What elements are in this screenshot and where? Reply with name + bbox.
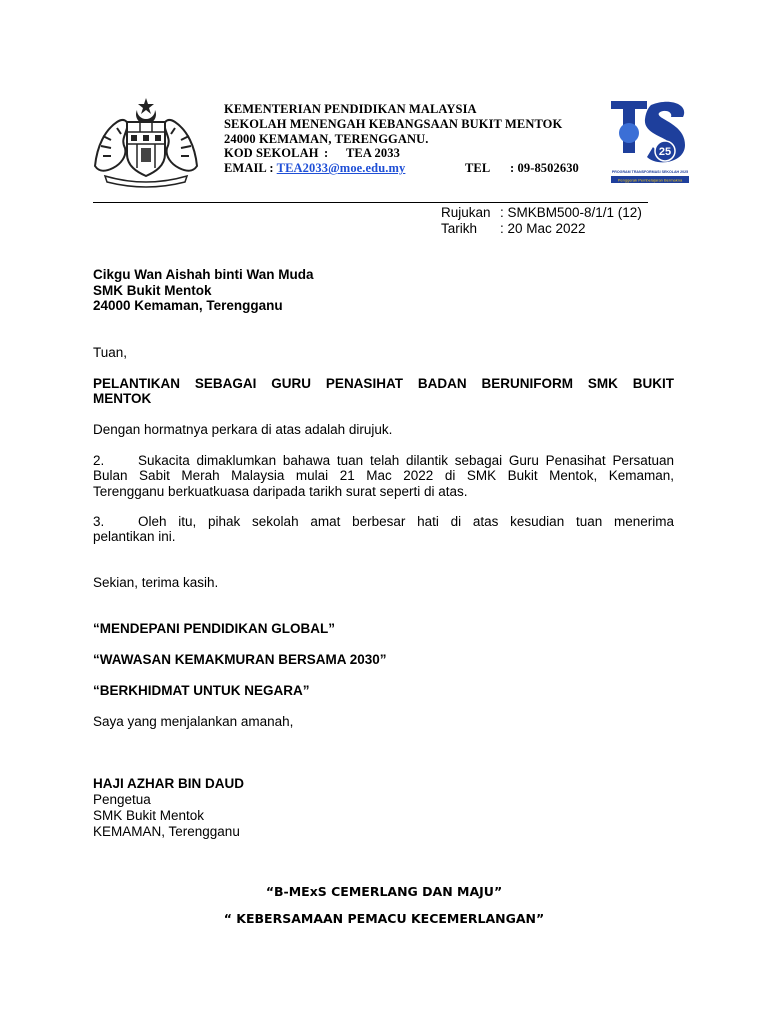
motto-2: “WAWASAN KEMAKMURAN BERSAMA 2030”	[93, 652, 387, 667]
school-code-value: TEA 2033	[346, 146, 400, 161]
subject-line-2: MENTOK	[93, 391, 152, 407]
signatory-block	[93, 776, 674, 840]
opening-line: Dengan hormatnya perkara di atas adalah dirujuk.	[93, 422, 393, 437]
header-divider	[93, 202, 648, 203]
signatory-title: Pengetua	[93, 791, 151, 807]
school-code-label: KOD SEKOLAH	[224, 146, 319, 161]
paragraph-2	[93, 453, 674, 499]
paragraph-3-number: 3.	[93, 514, 105, 529]
tel-label: TEL	[465, 161, 491, 176]
email-link[interactable]: TEA2033@moe.edu.my	[276, 161, 406, 176]
tel-value: : 09-8502630	[510, 161, 579, 176]
contact-row	[224, 161, 579, 176]
rujukan-label: Rujukan	[441, 205, 491, 220]
paragraph-3-line-2: pelantikan ini.	[93, 529, 176, 545]
paragraph-2-line-3: Terengganu berkuatkuasa daripada tarikh surat seperti di atas.	[93, 483, 468, 499]
reference-block	[441, 205, 642, 236]
motto-1: “MENDEPANI PENDIDIKAN GLOBAL”	[93, 621, 336, 636]
motto-3: “BERKHIDMAT UNTUK NEGARA”	[93, 683, 310, 698]
subject-line-1: PELANTIKAN SEBAGAI GURU PENASIHAT BADAN BERUNIFORM SMK BUKIT	[93, 376, 674, 391]
malaysia-crest-icon	[91, 96, 201, 188]
school-code-row	[224, 146, 562, 161]
signatory-location: KEMAMAN, Terengganu	[93, 823, 240, 839]
recipient-school: SMK Bukit Mentok	[93, 282, 212, 298]
paragraph-3-line-1: Oleh itu, pihak sekolah amat berbesar hati di atas kesudian tuan menerima	[138, 514, 674, 529]
recipient-name: Cikgu Wan Aishah binti Wan Muda	[93, 267, 314, 282]
ts25-logo-icon	[609, 99, 691, 185]
tarikh-label: Tarikh	[441, 220, 478, 236]
paragraph-2-number: 2.	[93, 453, 105, 468]
tarikh-value: : 20 Mac 2022	[500, 220, 586, 236]
school-address: 24000 KEMAMAN, TERENGGANU.	[224, 131, 429, 146]
logo-tagline: Penggerak Pembelajaran Bermakna	[617, 177, 683, 183]
paragraph-2-line-1: Sukacita dimaklumkan bahawa tuan telah dilantik sebagai Guru Penasihat Persatuan	[138, 453, 674, 468]
amanah-line: Saya yang menjalankan amanah,	[93, 714, 294, 729]
signatory-name: HAJI AZHAR BIN DAUD	[93, 776, 244, 791]
recipient-block	[93, 267, 674, 314]
subject	[93, 376, 674, 407]
signatory-school: SMK Bukit Mentok	[93, 807, 205, 823]
logo-number: 25	[658, 146, 672, 158]
school-name: SEKOLAH MENENGAH KEBANGSAAN BUKIT MENTOK	[224, 116, 563, 131]
email-label: EMAIL :	[224, 161, 274, 176]
recipient-address: 24000 Kemaman, Terengganu	[93, 298, 283, 314]
closing-line: Sekian, terima kasih.	[93, 575, 219, 590]
footer-motto-2: “ KEBERSAMAAN PEMACU KECEMERLANGAN”	[223, 911, 545, 926]
school-code-separator: :	[324, 146, 329, 161]
ministry-name: KEMENTERIAN PENDIDIKAN MALAYSIA	[224, 102, 477, 116]
footer-motto-1: “B-MExS CEMERLANG DAN MAJU”	[265, 884, 503, 899]
paragraph-3	[93, 514, 674, 545]
letterhead	[224, 102, 579, 176]
paragraph-2-line-2: Bulan Sabit Merah Malaysia mulai 21 Mac 2022 di SMK Bukit Mentok, Kemaman,	[93, 468, 674, 484]
salutation: Tuan,	[93, 345, 128, 360]
logo-caption: PROGRAM TRANSFORMASI SEKOLAH 2025	[611, 170, 689, 174]
rujukan-value: : SMKBM500-8/1/1 (12)	[500, 205, 642, 220]
